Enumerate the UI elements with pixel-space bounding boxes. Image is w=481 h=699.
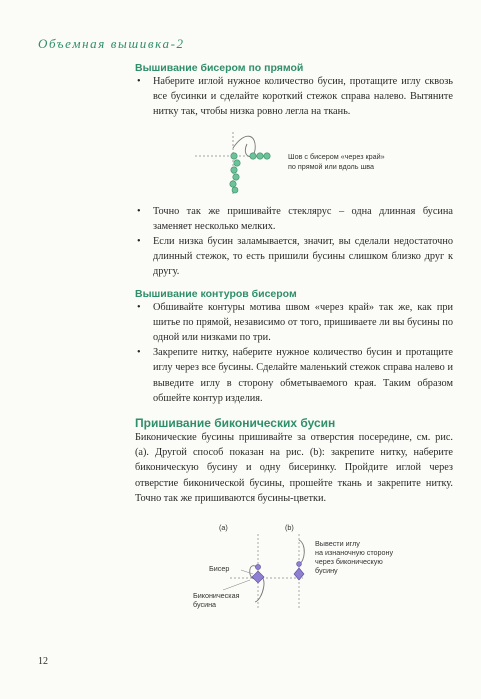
list-item: • Обшивайте контуры мотива швом «через край» так же, как при шитье по прямой, независимо от того, пришиваете ли вы бусины по одной или низками по три. [135, 300, 453, 346]
bullet-list-2 [135, 204, 453, 280]
note-line-1: Вывести иглу [315, 539, 360, 549]
list-item: • Наберите иглой нужное количество бусин, протащите иглу сквозь все бусинки и сделайте короткий стежок справа налево. Вытяните нитку так, чтобы низка ровно легла на ткань. [135, 74, 453, 120]
bullet-list-3 [135, 300, 453, 406]
section-heading-bicone: Пришивание биконических бусин [135, 416, 336, 431]
seed-bead-a [255, 564, 260, 569]
bicone-figure [135, 518, 453, 628]
seed-bead-b [297, 562, 302, 567]
note-line-3: через биконическую [315, 557, 383, 567]
list-item: • Если низка бусин заламывается, значит, вы сделали недостаточно длинный стежок, то есть пришили бусины слишком близко друг к другу. [135, 234, 453, 280]
leader-biser [241, 570, 253, 574]
bicone-bead-a [252, 571, 264, 583]
thread-a [250, 566, 264, 602]
page-number: 12 [38, 656, 48, 667]
label-bicone-line-2: бусина [193, 600, 217, 610]
section-heading-contours: Вышивание контуров бисером [135, 287, 297, 300]
bead-row [250, 152, 270, 158]
label-biser: Бисер [209, 564, 230, 574]
beaded-seam-figure [135, 126, 453, 196]
list-item: • Точно так же пришивайте стеклярус – одна длинная бусина заменяет несколько мелких. [135, 204, 453, 234]
list-item: • Закрепите нитку, наберите нужное количество бусин и протащите иглу через все бусины. Сделайте маленький стежок справа налево и выведите иглу в сторону обметываемого края. Таким образом обшейте контур изделия. [135, 345, 453, 406]
figure-caption-line-1: Шов с бисером «через край» [288, 151, 385, 161]
leader-bicone [223, 580, 250, 590]
paragraph-bicone: Биконические бусины пришивайте за отверстия посередине, см. рис. (а). Другой способ показан на рис. (b): закрепите нитку, наберите биконическую бусину и одну бисеринку. Пройдите иглой через отверстие биконической бусины, прошейте ткань и закрепите нитку. Точно так же пришиваются бусины-цветки. [135, 432, 453, 504]
figure-label-b: (b) [285, 523, 294, 533]
label-bicone-line-1: Биконическая [193, 591, 240, 601]
thread-b [299, 540, 304, 564]
running-head: Объемная вышивка-2 [38, 36, 185, 51]
note-line-2: на изнаночную сторону [315, 548, 394, 558]
note-line-4: бусину [315, 566, 338, 576]
bullet-list-1 [135, 74, 453, 120]
figure-label-a: (a) [219, 523, 228, 533]
bead-column [230, 152, 240, 192]
section-heading-straight: Вышивание бисером по прямой [135, 62, 304, 74]
figure-caption-line-2: по прямой или вдоль шва [288, 161, 374, 171]
page-content [135, 62, 453, 628]
